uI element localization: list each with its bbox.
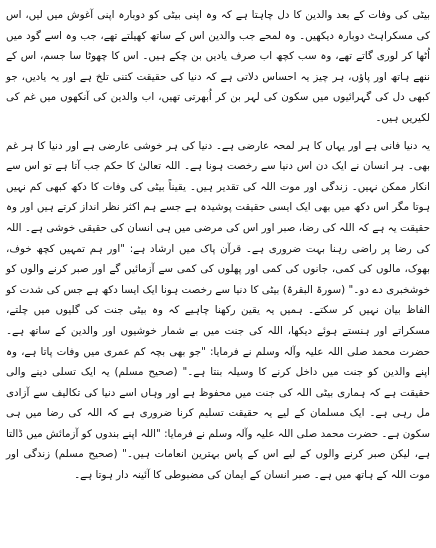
paragraph-1: بیٹی کی وفات کے بعد والدین کا دل چاہتا ہے کہ وہ اپنی بیٹی کو دوبارہ اپنی آغوش میں لیں، اس کی مسکراہٹ دوبارہ دیکھیں۔ وہ لمحے جب والدین اس کے ساتھ کھیلتے تھے، جب وہ اسے گود میں اُٹھا کر لوری گاتے تھے، وہ سب کچھ اب صرف یادیں بن چکے ہیں۔ اس کا چھوٹا سا جسم، اس کے ننھے ہاتھ اور پاؤں، ہر چیز یہ احساس دلاتی ہے کہ دنیا کی حقیقت کتنی تلخ ہے اور یہ یادیں، جو کبھی دل کی گہرائیوں میں سکون کی لہر بن کر اُبھرتی تھیں، اب والدین کی آنکھوں میں غم کی لکیریں ہیں۔	[6, 9, 430, 124]
article-body	[6, 5, 430, 493]
paragraph-2: یہ دنیا فانی ہے اور یہاں کا ہر لمحہ عارضی ہے۔ دنیا کی ہر خوشی عارضی ہے اور دنیا کا ہر غم بھی۔ ہر انسان نے ایک دن اس دنیا سے رخصت ہونا ہے۔ اللہ تعالیٰ کا حکم جب آتا ہے تو اس سے انکار ممکن نہیں۔ زندگی اور موت اللہ کی تقدیر ہیں۔ یقیناً بیٹی کی وفات کا دکھ کبھی کم نہیں ہوتا مگر اس دکھ میں بھی ایک ایسی حقیقت پوشیدہ ہے جسے ہم اکثر نظر انداز کرتے ہیں اور وہ حقیقت یہ ہے کہ اللہ کی رضا، صبر اور اس کی مرضی میں ہی انسان کی حقیقی خوشی ہے۔ اللہ کی رضا پر راضی رہنا بہت ضروری ہے۔ قرآن پاک میں ارشاد ہے: "اور ہم تمہیں کچھ خوف، بھوک، مالوں کی کمی، جانوں کی کمی اور پھلوں کی کمی سے آزمائیں گے اور صبر کرنے والوں کو خوشخبری دے دو۔" (سورۃ البقرۃ) بیٹی کا دنیا سے رخصت ہونا ایک ایسا دکھ ہے جس کی شدت کو الفاظ بیان نہیں کر سکتے۔ ہمیں یہ یقین رکھنا چاہیے کہ وہ بیٹی جنت کی گلیوں میں چلتے، مسکراتے اور ہنستے ہوئے دیکھا، اللہ کی جنت میں بے شمار خوشیوں اور والدین کے ساتھ ہے۔ حضرت محمد صلی اللہ علیہ وآلہ وسلم نے فرمایا: "جو بھی بچہ کم عمری میں وفات پاتا ہے، وہ اپنے والدین کو جنت میں داخل کرنے کا وسیلہ بنتا ہے۔" (صحیح مسلم) یہ ایک تسلی دینے والی حقیقت ہے کہ ہماری بیٹی اللہ کی جنت میں محفوظ ہے اور وہاں اسے دنیا کی تکالیف سے آزادی مل رہی ہے۔ ایک مسلمان کے لیے یہ حقیقت تسلیم کرنا ضروری ہے کہ اللہ کی رضا میں ہی سکون ہے۔ حضرت محمد صلی اللہ علیہ وآلہ وسلم نے فرمایا: "اللہ اپنے بندوں کو آزمائش میں ڈالتا ہے، لیکن صبر کرنے والوں کے لیے اس کے پاس بہترین انعامات ہیں۔" (صحیح مسلم) زندگی اور موت اللہ کے ہاتھ میں ہے۔ صبر انسان کے ایمان کی مضبوطی کا آئینہ دار ہوتا ہے۔	[6, 139, 430, 482]
